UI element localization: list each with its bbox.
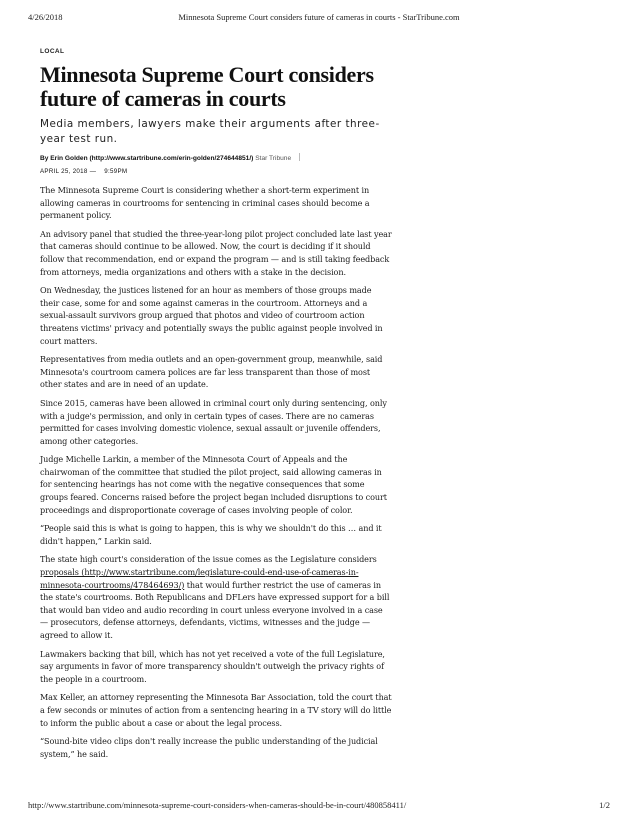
paragraph-9: Lawmakers backing that bill, which has not yet received a vote of the full Legislature, say arguments in favor of more transparency shouldn't outweigh the privacy rights of the people in a courtroom.	[40, 648, 385, 684]
print-footer	[28, 800, 610, 812]
paragraph-7: “People said this is what is going to happen, this is why we shouldn't do this … and it didn't happen,” Larkin said.	[40, 523, 382, 546]
paragraph-8-after: that would further restrict the use of cameras in the state's courtrooms. Both Republicans and DFLers have expressed support for a bill that would ban video and audio recording in court unless everyone involved in a case — prosecutors, defense attorneys, defendants, victims, witnesses and the judge — agreed to allow it.	[40, 579, 390, 640]
byline-publication: Star Tribune	[255, 155, 292, 162]
paragraph-1: The Minnesota Supreme Court is considering whether a short-term experiment in allowing cameras in courtrooms for sentencing in criminal cases should become a permanent policy.	[40, 185, 370, 221]
page-number: 1/2	[599, 800, 610, 810]
paragraph-3: On Wednesday, the justices listened for an hour as members of those groups made their case, some for and some against cameras in the courtroom. Attorneys and a sexual-assault survivors group argued that photos and video of courtroom action threatens victims' privacy and potentially sways the public against people involved in court matters.	[40, 285, 383, 346]
publish-date: APRIL 25, 2018	[40, 168, 88, 175]
section-label: LOCAL	[40, 48, 65, 55]
print-header	[28, 12, 610, 24]
paragraph-11: “Sound-bite video clips don't really increase the public understanding of the judicial system,” he said.	[40, 736, 378, 759]
paragraph-5: Since 2015, cameras have been allowed in criminal court only during sentencing, only with a judge's permission, and only in certain types of cases. There are no cameras permitted for cases involving domestic violence, sexual assault or juvenile offenders, among other categories.	[40, 397, 387, 446]
paragraph-10: Max Keller, an attorney representing the Minnesota Bar Association, told the court that a few seconds or minutes of action from a sentencing hearing in a TV story will do little to inform the public about a case or about the legal process.	[40, 692, 392, 728]
proposals-link[interactable]: proposals (http://www.startribune.com/legislature-could-end-use-of-cameras-in-minnesota-courtrooms/478464693/)	[40, 567, 359, 590]
print-page-title: Minnesota Supreme Court considers future of cameras in courts - StarTribune.com	[178, 12, 460, 22]
print-date: 4/26/2018	[28, 12, 63, 22]
byline-author[interactable]: By Erin Golden (http://www.startribune.com/erin-golden/274644851/)	[40, 155, 254, 162]
dateline	[40, 168, 596, 175]
paragraph-8	[40, 553, 392, 641]
print-url: http://www.startribune.com/minnesota-supreme-court-considers-when-cameras-should-be-in-court/480858411/	[28, 800, 407, 810]
byline-divider	[299, 153, 300, 161]
article-container	[40, 48, 596, 766]
paragraph-2: An advisory panel that studied the three-year-long pilot project concluded late last year that cameras should continue to be allowed. Now, the court is deciding if it should follow that recommendation, end or expand the program — and is still taking feedback from attorneys, media organizations and others with a stake in the decision.	[40, 228, 392, 277]
dateline-dash: —	[89, 168, 97, 175]
dek: Media members, lawyers make their arguments after three-year test run.	[40, 118, 380, 145]
publish-time: 9:59PM	[104, 168, 128, 175]
paragraph-8-before: The state high court's consideration of the issue comes as the Legislature considers	[40, 554, 377, 565]
paragraph-6: Judge Michelle Larkin, a member of the Minnesota Court of Appeals and the chairwoman of the committee that studied the pilot project, said allowing cameras in for sentencing hearings has not come with the negative consequences that some groups feared. Concerns raised before the project began included disruptions to court proceedings and disproportionate coverage of cases involving people of color.	[40, 454, 387, 515]
article-body	[40, 184, 596, 760]
paragraph-4: Representatives from media outlets and an open-government group, meanwhile, said Minnesota's courtroom camera polices are far less transparent than those of most other states and are in need of an update.	[40, 354, 383, 390]
byline	[40, 153, 596, 162]
headline: Minnesota Supreme Court considers future of cameras in courts	[40, 62, 374, 111]
